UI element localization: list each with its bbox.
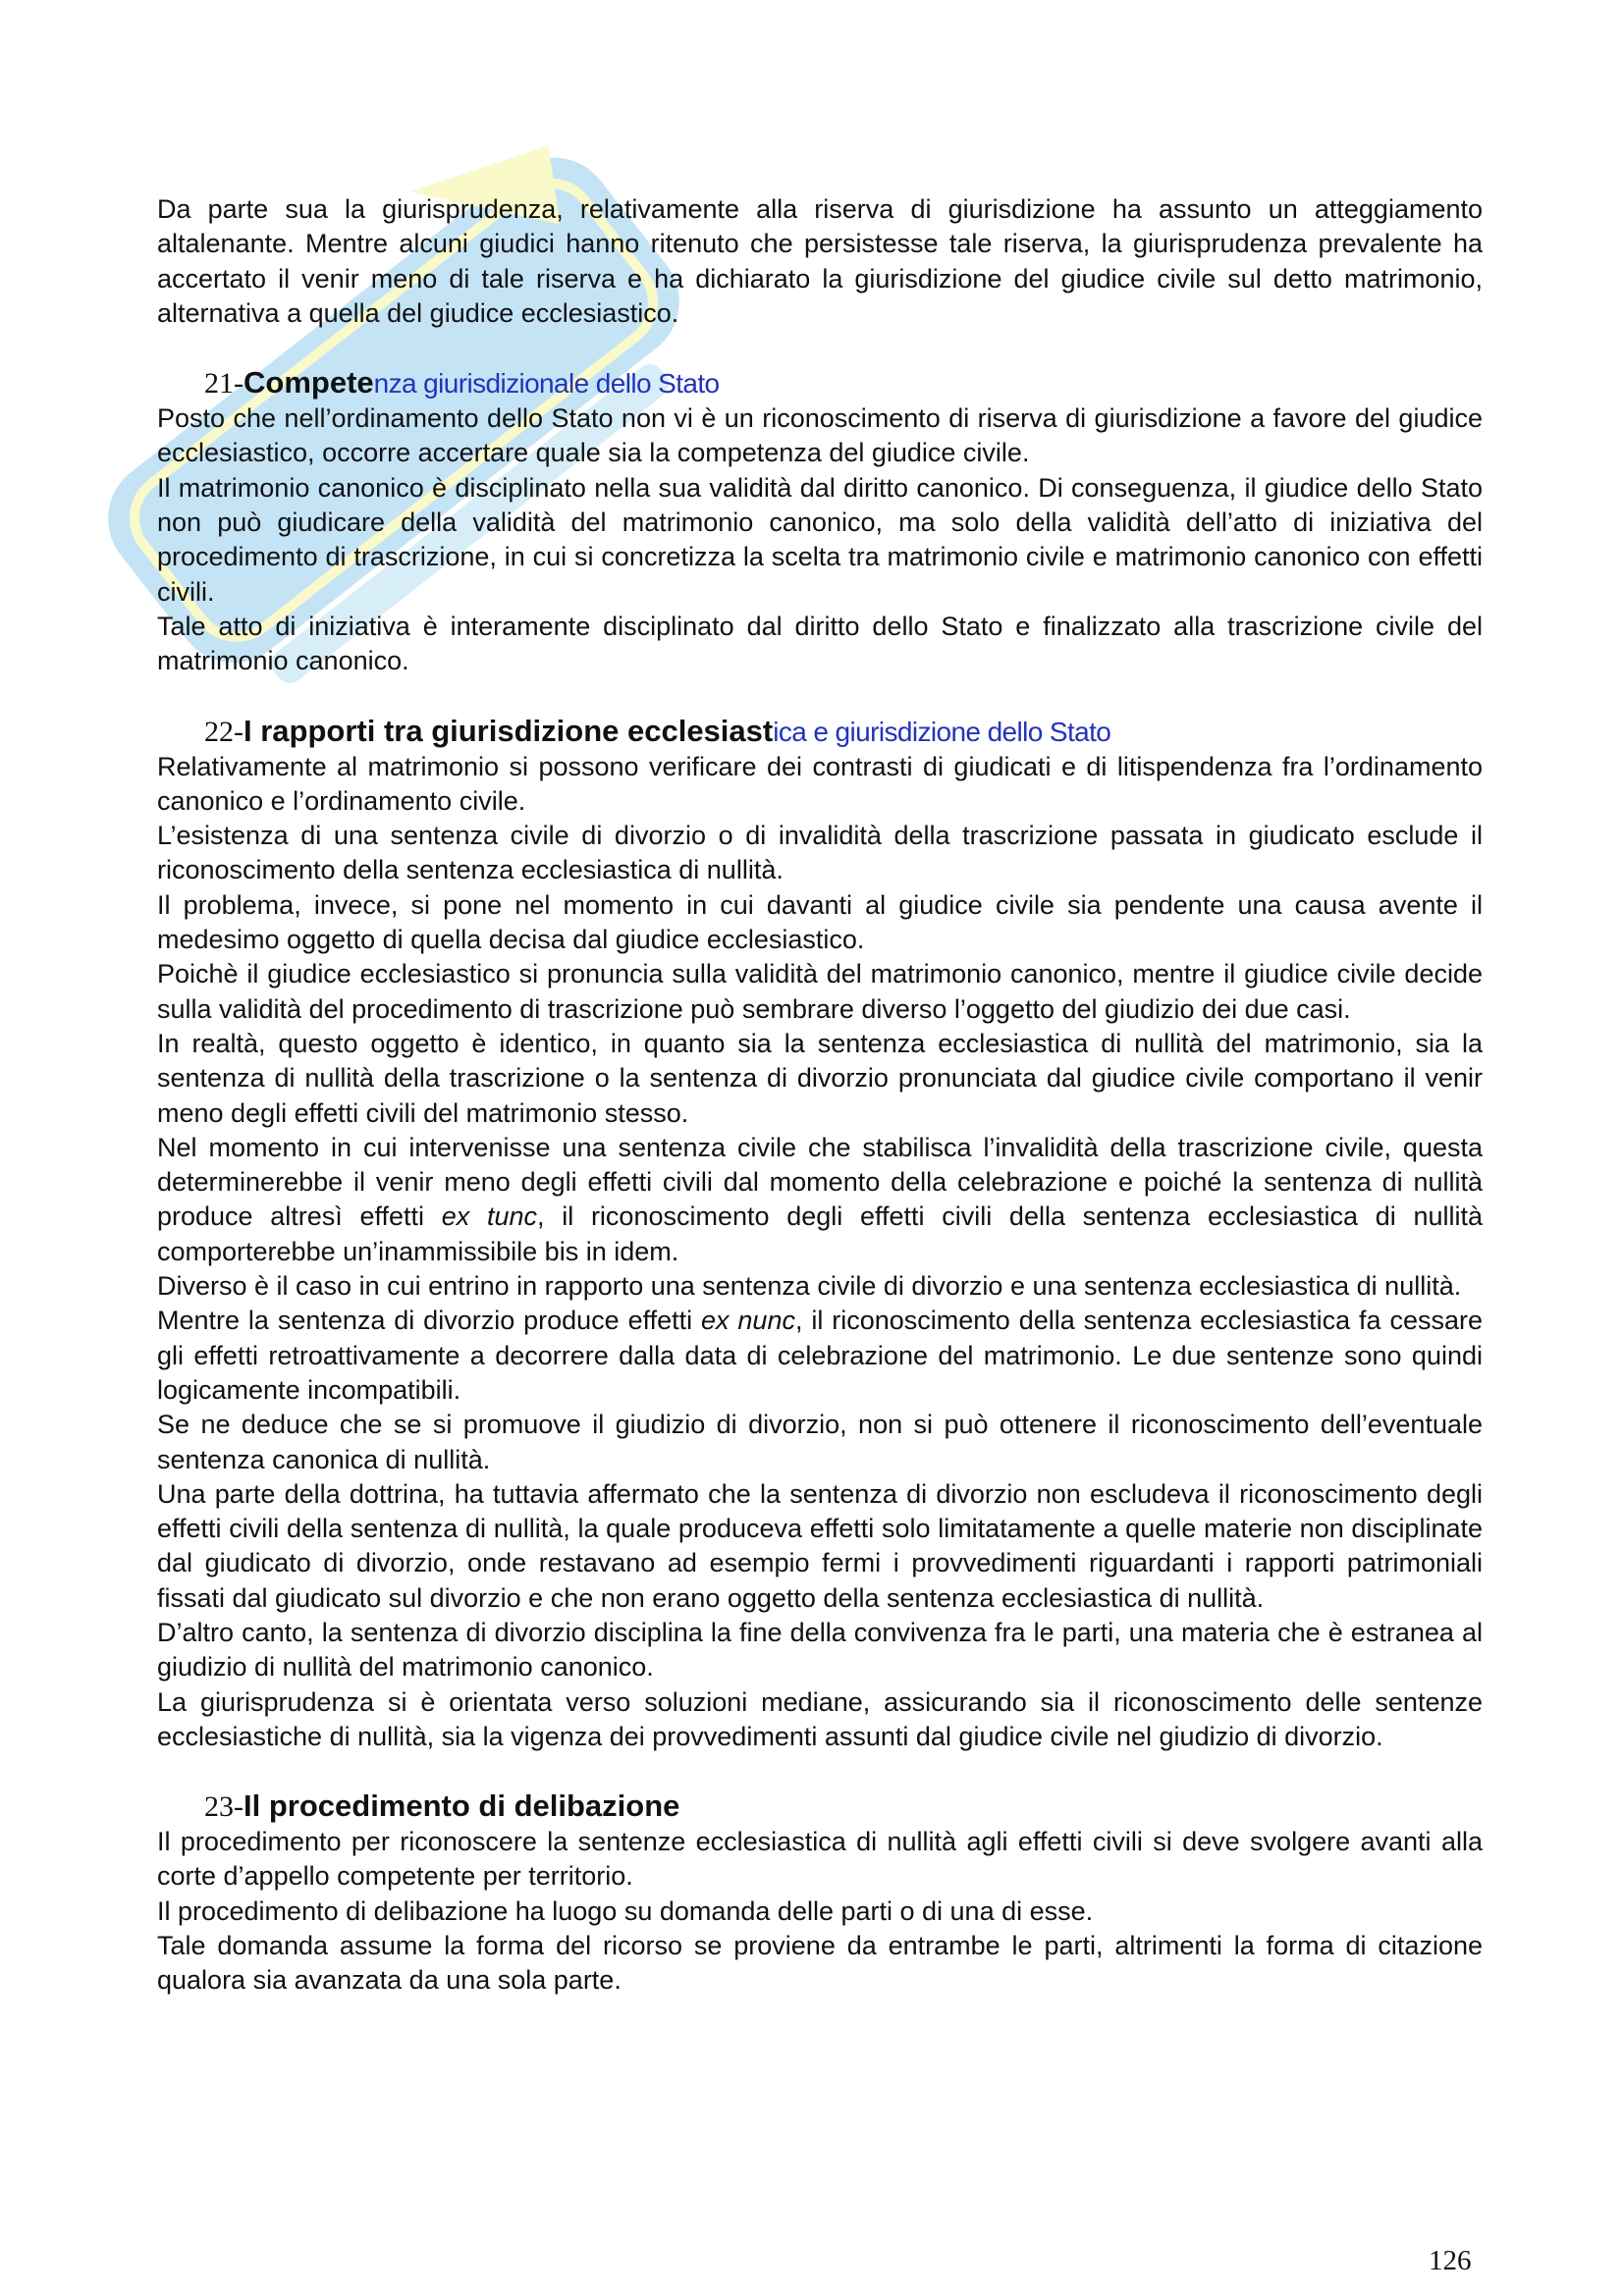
paragraph-text: , il riconoscimento degli effetti civili della sentenza ecclesiastica di nullità comporterebbe un’inammissibile bis in idem. [157,1201,1483,1266]
section-title-bold: I rapporti tra giurisdizione ecclesiast [243,713,774,748]
section-title-light: nza giurisdizionale dello Stato [373,368,720,400]
paragraph: Relativamente al matrimonio si possono verificare dei contrasti di giudicati e di litispendenza fra l’ordinamento canonico e l’ordinamento civile. [157,751,1483,816]
paragraph: Il procedimento di delibazione ha luogo su domanda delle parti o di una di esse. [157,1896,1094,1926]
paragraph: Poichè il giudice ecclesiastico si pronuncia sulla validità del matrimonio canonico, mentre il giudice civile decide sulla validità del procedimento di trascrizione può sembrare diverso l’oggetto del giudizio dei due casi. [157,959,1483,1024]
paragraph [157,1304,1483,1408]
paragraph [157,1131,1483,1269]
section-heading [157,365,1483,401]
paragraph: Tale domanda assume la forma del ricorso se proviene da entrambe le parti, altrimenti la forma di citazione qualora sia avanzata da una sola parte. [157,1931,1483,1996]
paragraph: Il matrimonio canonico è disciplinato nella sua validità dal diritto canonico. Di conseguenza, il giudice dello Stato non può giudicare della validità del matrimonio canonico, ma solo della validità dell’atto di iniziativa del procedimento di trascrizione, in cui si concretizza la scelta tra matrimonio civile e matrimonio canonico con effetti civili. [157,472,1483,607]
section-title-bold: Il procedimento di delibazione [243,1789,680,1824]
section-number: 21- [204,367,243,400]
paragraph: Diverso è il caso in cui entrino in rapporto una sentenza civile di divorzio e una sentenza ecclesiastica di nullità. [157,1271,1462,1302]
page-number: 126 [1429,2245,1472,2276]
paragraph: La giurisprudenza si è orientata verso soluzioni mediane, assicurando sia il riconoscimento delle sentenze ecclesiastiche di nullità, sia la vigenza dei provvedimenti assunti dal giudice civile nel giudizio di divorzio. [157,1686,1483,1751]
section-number: 22- [204,715,243,748]
section-heading [157,1789,1483,1825]
paragraph-text: , il riconoscimento della sentenza ecclesiastica fa cessare gli effetti retroattivamente a decorrere dalla data di celebrazione del matrimonio. Le due sentenze sono quindi logicamente incompatibili. [157,1306,1483,1405]
section-title-light: ica e giurisdizione dello Stato [773,716,1111,747]
paragraph: Posto che nell’ordinamento dello Stato non vi è un riconoscimento di riserva di giurisdizione a favore del giudice ecclesiastico, occorre accertare quale sia la competenza del giudice civile. [157,403,1483,468]
paragraph-text: Nel momento in cui intervenisse una sentenza civile che stabilisca l’invalidità della trascrizione civile, questa determinerebbe il venir meno degli effetti civili dal momento della celebrazione e poiché la sentenza di nullità produce altresì effetti [157,1132,1483,1232]
paragraph-text: Mentre la sentenza di divorzio produce effetti [157,1306,702,1336]
latin-term: ex tunc [441,1201,538,1232]
paragraph: Una parte della dottrina, ha tuttavia affermato che la sentenza di divorzio non escludeva il riconoscimento degli effetti civili della sentenza di nullità, la quale produceva effetti solo limitatamente a quelle materie non disciplinate dal giudicato di divorzio, onde restavano ad esempio fermi i provvedimenti riguardanti i rapporti patrimoniali fissati dal giudicato sul divorzio e che non erano oggetto della sentenza ecclesiastica di nullità. [157,1478,1483,1613]
paragraph: Se ne deduce che se si promuove il giudizio di divorzio, non si può ottenere il riconoscimento dell’eventuale sentenza canonica di nullità. [157,1410,1483,1474]
paragraph: In realtà, questo oggetto è identico, in quanto sia la sentenza ecclesiastica di nullità del matrimonio, sia la sentenza di nullità della trascrizione o la sentenza di divorzio pronunciata dal giudice civile comportano il venir meno degli effetti civili del matrimonio stesso. [157,1028,1483,1128]
paragraph: Da parte sua la giurisprudenza, relativamente alla riserva di giurisdizione ha assunto un atteggiamento altalenante. Mentre alcuni giudici hanno ritenuto che persistesse tale riserva, la giurisprudenza prevalente ha accertato il venir meno di tale riserva e ha dichiarato la giurisdizione del giudice civile sul detto matrimonio, alternativa a quella del giudice ecclesiastico. [157,194,1483,328]
paragraph: Il procedimento per riconoscere la sentenze ecclesiastica di nullità agli effetti civili si deve svolgere avanti alla corte d’appello competente per territorio. [157,1827,1483,1892]
section-heading [157,714,1483,750]
latin-term: ex nunc [701,1306,795,1336]
paragraph: Il problema, invece, si pone nel momento in cui davanti al giudice civile sia pendente una causa avente il medesimo oggetto di quella decisa dal giudice ecclesiastico. [157,889,1483,955]
paragraph: Tale atto di iniziativa è interamente disciplinato dal diritto dello Stato e finalizzato alla trascrizione civile del matrimonio canonico. [157,611,1483,676]
section-title-bold: Compete [243,365,374,400]
paragraph: D’altro canto, la sentenza di divorzio disciplina la fine della convivenza fra le parti, una materia che è estranea al giudizio di nullità del matrimonio canonico. [157,1617,1483,1682]
document-page [157,192,1483,1999]
section-number: 23- [204,1790,243,1824]
paragraph: L’esistenza di una sentenza civile di divorzio o di invalidità della trascrizione passata in giudicato esclude il riconoscimento della sentenza ecclesiastica di nullità. [157,821,1483,885]
